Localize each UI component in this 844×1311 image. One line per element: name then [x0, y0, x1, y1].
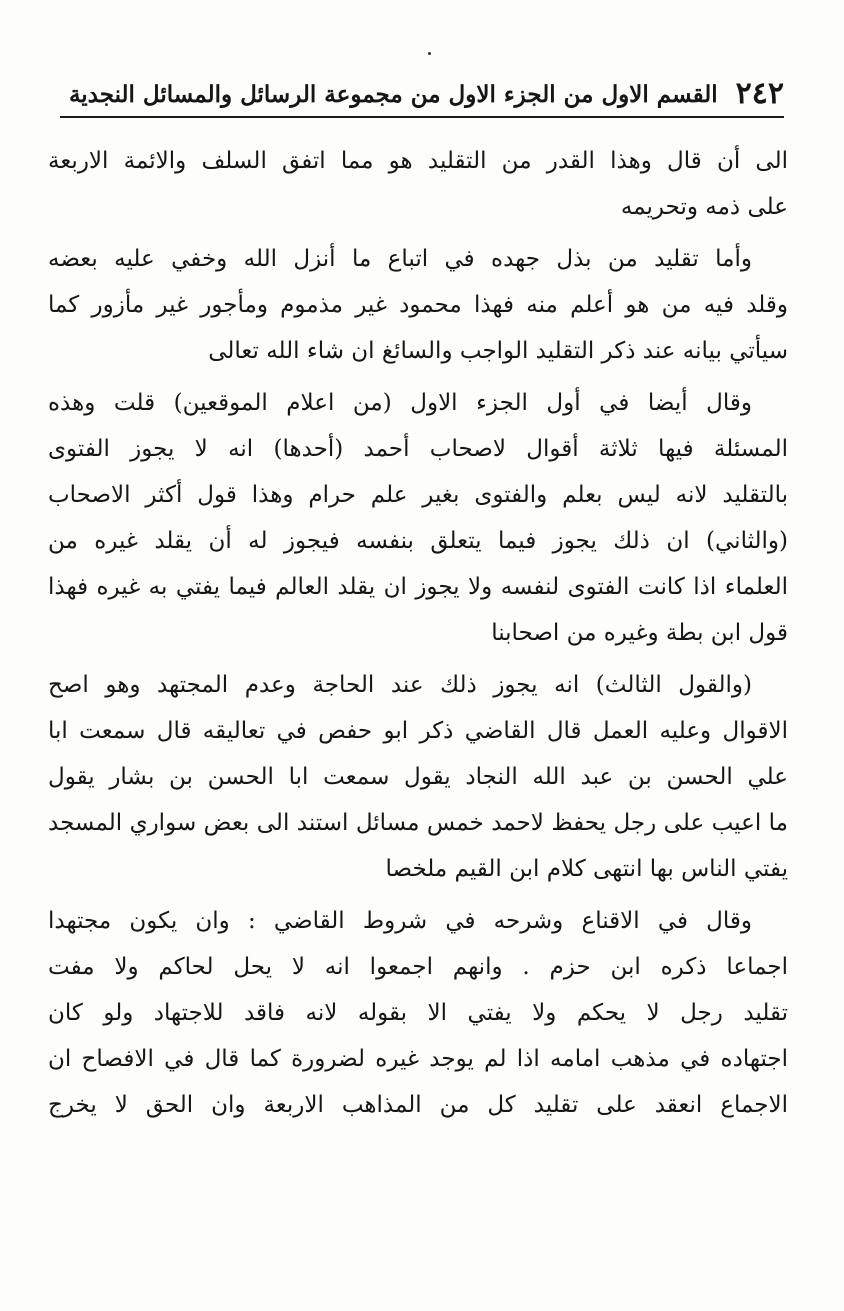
text-line: وقال أيضا في أول الجزء الاول (من اعلام الموقعين) قلت وهذه	[48, 390, 752, 416]
body-text	[48, 138, 788, 1128]
text-line: وأما تقليد من بذل جهده في اتباع ما أنزل الله وخفي عليه بعضه	[48, 246, 752, 272]
text-line: العلماء اذا كانت الفتوى لنفسه ولا يجوز ان يقلد العالم فيما يفتي به غيره فهذا	[48, 574, 788, 600]
text-line: المسئلة فيها ثلاثة أقوال لاصحاب أحمد (أحدها) انه لا يجوز الفتوى	[48, 436, 788, 462]
page-number: ٢٤٢	[735, 76, 784, 111]
text-line: اجماعا ذكره ابن حزم . وانهم اجمعوا انه لا يحل لحاكم ولا مفت	[48, 954, 788, 980]
text-line: (والثاني) ان ذلك يجوز فيما يتعلق بنفسه فيجوز له أن يقلد غيره من	[48, 528, 788, 554]
running-title: القسم الاول من الجزء الاول من مجموعة الرسائل والمسائل النجدية	[68, 80, 718, 108]
text-line: تقليد رجل لا يحكم ولا يفتي الا بقوله لانه فاقد للاجتهاد ولو كان	[48, 1000, 788, 1026]
text-line: سيأتي بيانه عند ذكر التقليد الواجب والسائغ ان شاء الله تعالى	[208, 338, 788, 364]
text-line: الى أن قال وهذا القدر من التقليد هو مما اتفق السلف والائمة الاربعة	[48, 148, 788, 174]
text-line: وقال في الاقناع وشرحه في شروط القاضي : وان يكون مجتهدا	[48, 908, 752, 934]
text-line: الاقوال وعليه العمل قال القاضي ذكر ابو حفص في تعاليقه قال سمعت ابا	[48, 718, 788, 744]
text-line: ما اعيب على رجل يحفظ لاحمد خمس مسائل استند الى بعض سواري المسجد	[48, 810, 788, 836]
text-line: بالتقليد لانه ليس بعلم والفتوى بغير علم حرام وهذا قول أكثر الاصحاب	[48, 482, 788, 508]
page-header	[60, 72, 784, 118]
text-line: (والقول الثالث) انه يجوز ذلك عند الحاجة وعدم المجتهد وهو اصح	[48, 672, 752, 698]
text-line: يفتي الناس بها انتهى كلام ابن القيم ملخصا	[385, 856, 788, 882]
text-line: علي الحسن بن عبد الله النجاد يقول سمعت ابا الحسن بن بشار يقول	[48, 764, 788, 790]
text-line: على ذمه وتحريمه	[620, 194, 788, 220]
text-line: اجتهاده في مذهب امامه اذا لم يوجد غيره لضرورة كما قال في الافصاح ان	[48, 1046, 788, 1072]
text-line: قول ابن بطة وغيره من اصحابنا	[491, 620, 788, 646]
text-line: وقلد فيه من هو أعلم منه فهذا محمود غير مذموم ومأجور غير مأزور كما	[48, 292, 788, 318]
print-speck	[428, 52, 431, 55]
text-line: الاجماع انعقد على تقليد كل من المذاهب الاربعة وان الحق لا يخرج	[48, 1092, 788, 1118]
